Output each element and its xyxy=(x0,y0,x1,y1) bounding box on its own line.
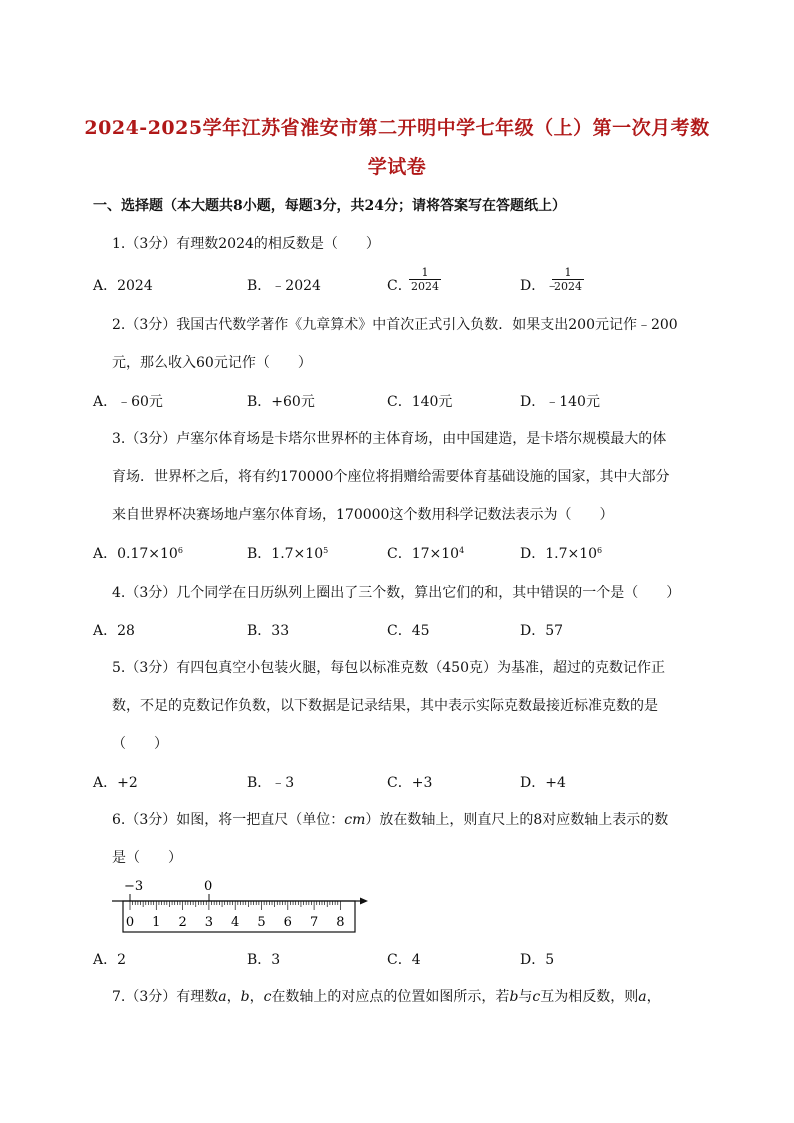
ruler-label-0: 0 xyxy=(125,915,135,930)
q2-option-b: B．+60元 xyxy=(247,394,315,410)
q2-option-a: A．﹣60元 xyxy=(93,394,163,410)
axis-label-minus-3: −3 xyxy=(124,879,144,894)
question-5-text-line2: 数，不足的克数记作负数，以下数据是记录结果，其中表示实际克数最接近标准克数的是 xyxy=(112,698,658,714)
exponent: 4 xyxy=(459,546,465,555)
fraction-denominator: 2024 xyxy=(554,280,582,293)
ruler-label-1: 1 xyxy=(152,915,161,930)
q6-option-c: C．4 xyxy=(387,952,421,968)
question-5-text-line1: 5.（3分）有四包真空小包装火腿，每包以标准克数（450克）为基准，超过的克数记作正 xyxy=(112,660,665,676)
q1-option-c-prefix: C． xyxy=(387,278,412,294)
ruler-label-5: 5 xyxy=(257,915,266,930)
q7-sep: ， xyxy=(226,989,241,1005)
q7-part: 7.（3分）有理数 xyxy=(112,989,219,1005)
q1-option-d-prefix: D．﹣ xyxy=(520,278,560,294)
unit-cm: cm xyxy=(344,812,366,828)
question-6-text-part2: ）放在数轴上，则直尺上的8对应数轴上表示的数 xyxy=(365,812,669,828)
question-6-text-part1: 6.（3分）如图，将一把直尺（单位： xyxy=(112,812,345,828)
q5-option-b: B．﹣3 xyxy=(247,775,295,791)
var-b: b xyxy=(240,989,250,1005)
var-c: c xyxy=(263,989,272,1005)
q1-option-a: A．2024 xyxy=(93,278,153,294)
q4-option-b: B．33 xyxy=(247,623,290,639)
q2-option-d: D．﹣140元 xyxy=(520,394,600,410)
q6-option-b: B．3 xyxy=(247,952,281,968)
exponent: 6 xyxy=(177,546,183,555)
q5-option-a: A．+2 xyxy=(93,775,138,791)
question-2-text-line2: 元，那么收入60元记作（ ） xyxy=(112,355,312,371)
q7-part: ， xyxy=(646,989,661,1005)
q3-option-a xyxy=(93,543,183,563)
ruler-label-2: 2 xyxy=(178,915,187,930)
q7-part: 在数轴上的对应点的位置如图所示，若 xyxy=(271,989,510,1005)
section-heading: 一、选择题（本大题共8小题，每题3分，共24分；请将答案写在答题纸上） xyxy=(93,198,566,214)
question-4-text: 4.（3分）几个同学在日历纵列上圈出了三个数，算出它们的和，其中错误的一个是（ ） xyxy=(112,585,681,601)
ruler-label-7: 7 xyxy=(309,915,319,930)
ruler-labels xyxy=(126,915,345,930)
question-6-text-line1 xyxy=(112,809,668,829)
fraction-denominator: 2024 xyxy=(411,280,439,293)
option-text: B．1.7×10 xyxy=(247,546,324,562)
exam-title-line2: 学试卷 xyxy=(367,156,427,178)
question-7-text xyxy=(112,986,661,1006)
ruler-label-3: 3 xyxy=(204,915,214,930)
number-line-arrow-icon xyxy=(360,898,368,905)
axis-label-zero: 0 xyxy=(204,879,213,894)
q7-part: 与 xyxy=(518,989,533,1005)
fraction-numerator: 1 xyxy=(421,266,429,279)
var-b: b xyxy=(509,989,519,1005)
ruler-label-4: 4 xyxy=(231,915,240,930)
q3-option-b xyxy=(247,543,328,563)
q4-option-c: C．45 xyxy=(387,623,430,639)
q5-option-d: D．+4 xyxy=(520,775,566,791)
question-3-text-line1: 3.（3分）卢塞尔体育场是卡塔尔世界杯的主体育场，由中国建造，是卡塔尔规模最大的体 xyxy=(112,431,667,447)
var-c: c xyxy=(532,989,541,1005)
q6-option-d: D．5 xyxy=(520,952,555,968)
exponent: 5 xyxy=(323,546,329,555)
q6-option-a: A．2 xyxy=(93,952,127,968)
exam-title-line1: 2024-2025学年江苏省淮安市第二开明中学七年级（上）第一次月考数 xyxy=(84,117,710,139)
q1-option-d-fraction xyxy=(552,266,584,293)
var-a: a xyxy=(218,989,227,1005)
q7-part: 互为相反数，则 xyxy=(540,989,639,1005)
q3-option-d xyxy=(520,543,602,563)
ruler-label-8: 8 xyxy=(336,915,345,930)
q1-option-c-fraction xyxy=(409,266,441,293)
ruler-ticks xyxy=(130,901,340,910)
option-text: A．0.17×10 xyxy=(93,546,178,562)
q5-option-c: C．+3 xyxy=(387,775,433,791)
question-1-text: 1.（3分）有理数2024的相反数是（ ） xyxy=(112,236,380,252)
q2-option-c: C．140元 xyxy=(387,394,453,410)
q4-option-d: D．57 xyxy=(520,623,564,639)
q4-option-a: A．28 xyxy=(93,623,135,639)
ruler-number-line-figure xyxy=(110,876,380,940)
var-a: a xyxy=(638,989,647,1005)
option-text: C．17×10 xyxy=(387,546,460,562)
q1-option-b: B．﹣2024 xyxy=(247,278,321,294)
option-text: D．1.7×10 xyxy=(520,546,598,562)
ruler-label-6: 6 xyxy=(283,915,292,930)
question-6-text-line2: 是（ ） xyxy=(112,850,182,866)
question-2-text-line1: 2.（3分）我国古代数学著作《九章算术》中首次正式引入负数．如果支出200元记作﹣200 xyxy=(112,317,678,333)
question-3-text-line2: 育场．世界杯之后，将有约170000个座位将捐赠给需要体育基础设施的国家，其中大部分 xyxy=(112,469,670,485)
ruler-figure-svg xyxy=(110,876,380,936)
fraction-numerator: 1 xyxy=(564,266,572,279)
exponent: 6 xyxy=(597,546,603,555)
q3-option-c xyxy=(387,543,464,563)
question-3-text-line3: 来自世界杯决赛场地卢塞尔体育场，170000这个数用科学记数法表示为（ ） xyxy=(112,507,614,523)
question-5-text-line3: （ ） xyxy=(112,736,168,752)
q7-sep: ， xyxy=(249,989,264,1005)
